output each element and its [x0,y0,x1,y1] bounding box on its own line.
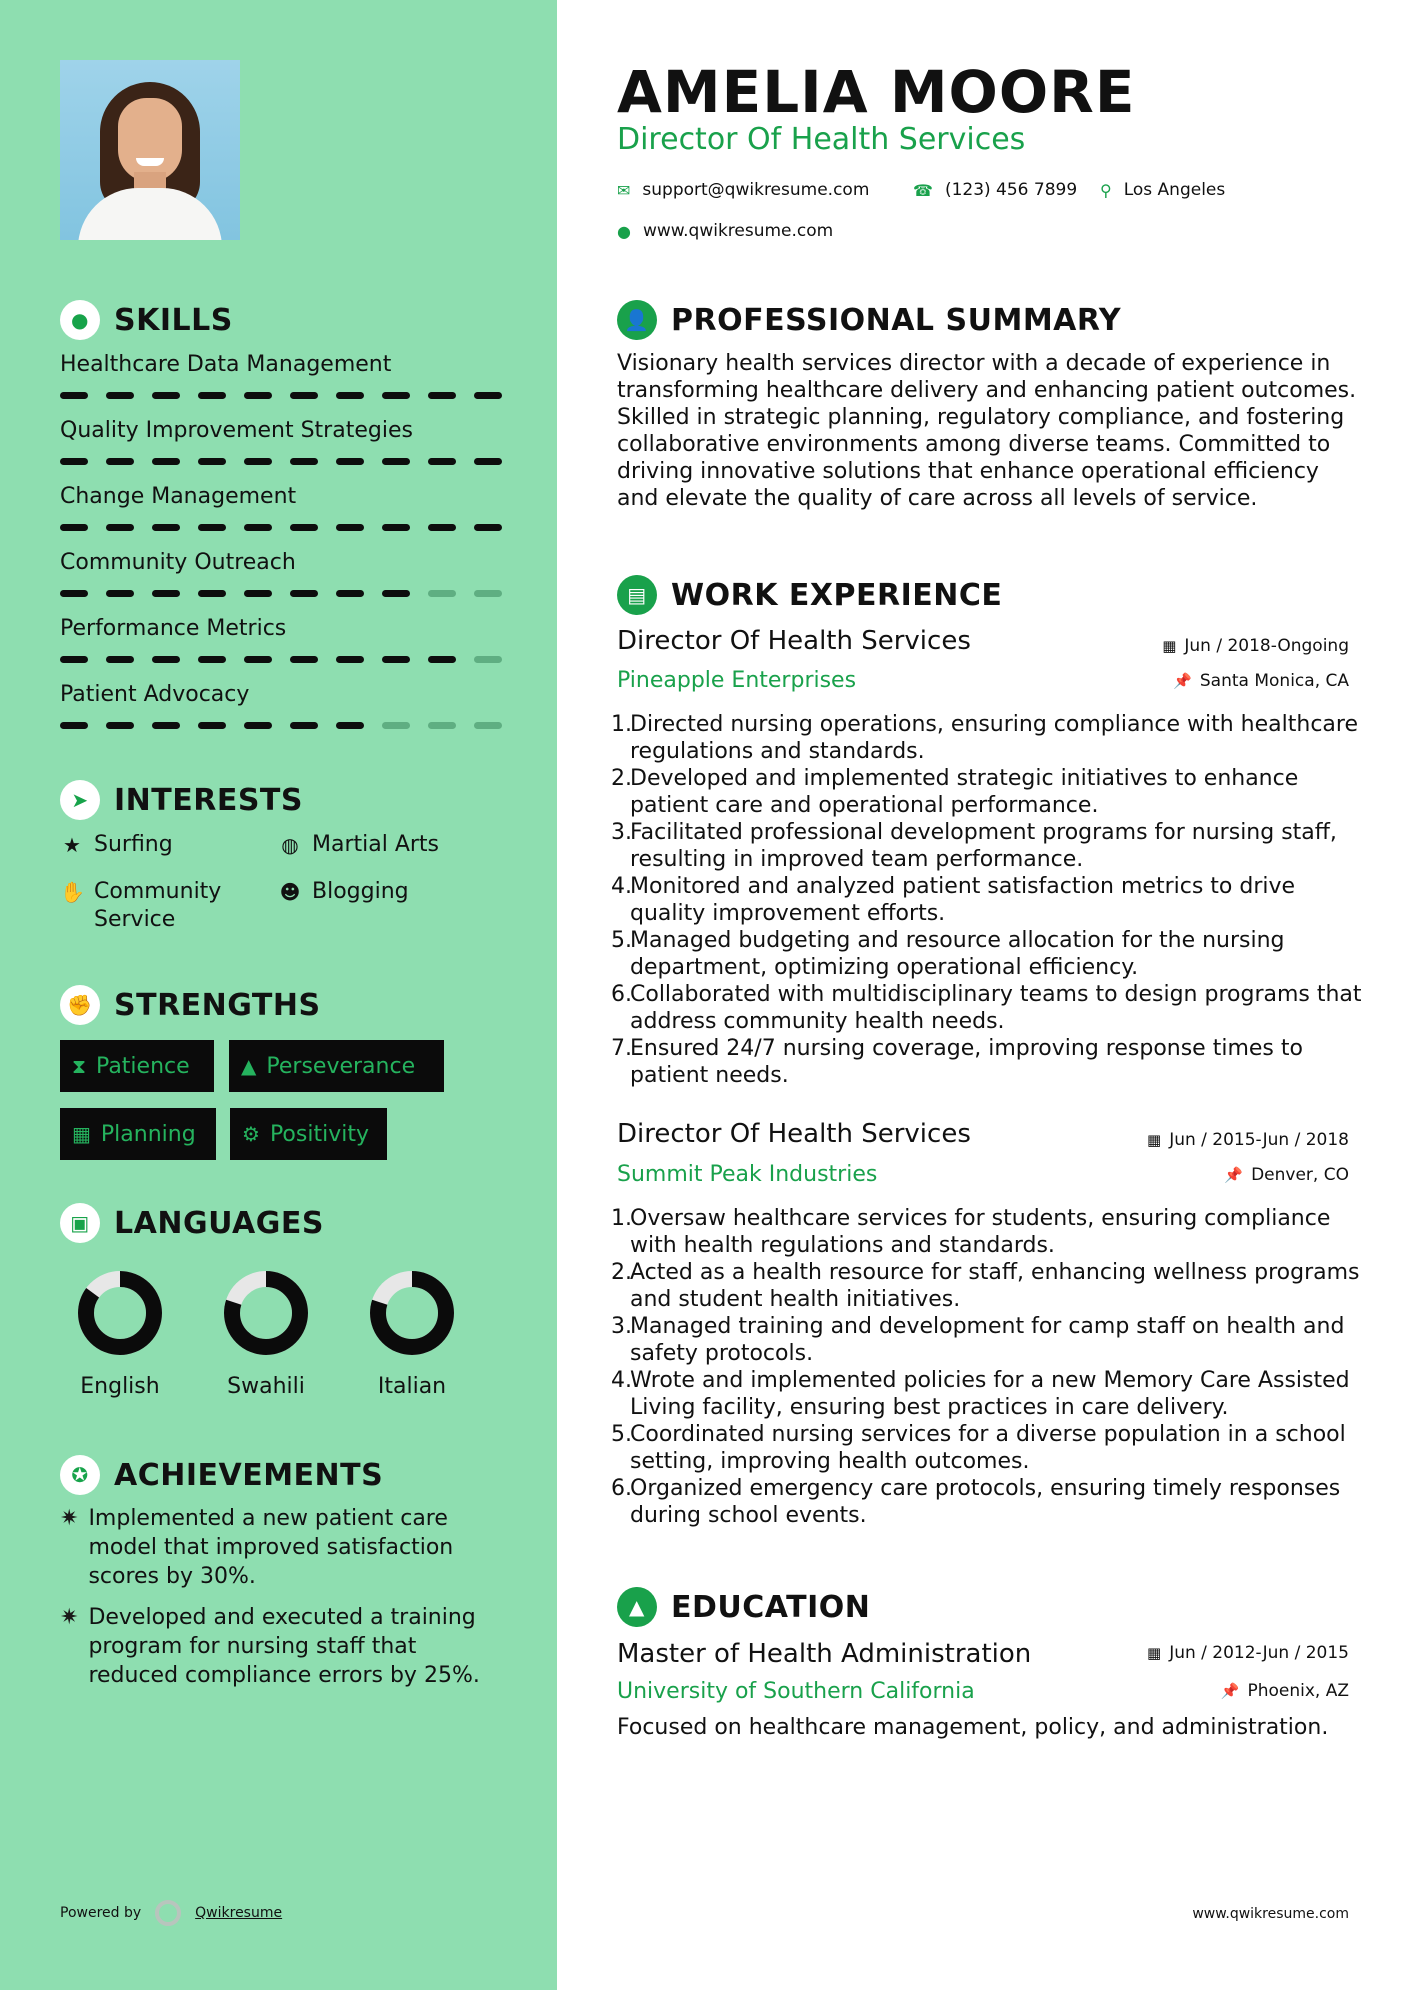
achievements-heading: ✪ ACHIEVEMENTS [60,1455,383,1495]
interest-item: ☻ Blogging [279,879,409,904]
interest-item: ★ Surfing [60,831,173,859]
job-dates: ▦ Jun / 2018-Ongoing [1162,636,1349,656]
education-dates: ▦ Jun / 2012-Jun / 2015 [1147,1643,1349,1663]
job-responsibilities [611,1205,1377,1529]
summary-text: Visionary health services director with a decade of experience in transforming healthcare delivery and enhancing patient outcomes. Skilled in strategic planning, regulatory compliance, and fostering collaborative environments among diverse teams. Committed to driving innovative solutions that enhance operational efficiency and elevate the quality of care across all levels of service. [617,351,1357,511]
calendar-icon: ▦ [1162,637,1177,655]
rating-dot [474,458,502,465]
rating-dot [336,524,364,531]
skill-rating [60,524,502,531]
skill-name: Healthcare Data Management [60,352,392,377]
languages-heading: ▣ LANGUAGES [60,1203,324,1243]
website-contact[interactable]: ● www.qwikresume.com [617,221,834,241]
responsibility-item: 2. Acted as a health resource for staff, enhancing wellness programs and student health initiatives. [611,1260,1360,1312]
fist-icon: ✊ [60,985,100,1025]
responsibility-item: 3. Facilitated professional development programs for nursing staff, resulting in improved team performance. [611,820,1337,872]
rating-dot [106,722,134,729]
rating-dot [382,392,410,399]
skill-rating [60,722,502,729]
language-name: Swahili [227,1374,305,1399]
hourglass-icon: ⧗ [72,1054,87,1078]
skill-item [60,484,500,509]
pushpin-icon: 📌 [1220,1682,1240,1700]
rating-dot [244,524,272,531]
skill-name: Community Outreach [60,550,296,575]
achievement-item: ✷ Implemented a new patient care model that improved satisfaction scores by 30%. [60,1506,454,1589]
calendar-icon: ▦ [1147,1644,1162,1662]
powered-by: Powered by Qwikresume [60,1900,282,1926]
job-title: Director Of Health Services [617,626,971,656]
strength-badge: ▲ Perseverance [229,1040,444,1092]
school-name: University of Southern California [617,1679,975,1704]
rating-dot [382,590,410,597]
rating-dot [336,458,364,465]
rating-dot [336,590,364,597]
lightbulb-icon: ● [60,300,100,340]
skill-item [60,550,500,575]
rating-dot [290,656,318,663]
skill-rating [60,590,502,597]
responsibility-item: 6. Organized emergency care protocols, ensuring timely responses during school events. [611,1476,1341,1528]
language-proficiency-ring [77,1270,163,1356]
calendar-icon: ▦ [72,1122,91,1146]
rating-dot [106,524,134,531]
rating-dot [198,590,226,597]
email-contact[interactable]: ✉ support@qwikresume.com [617,180,870,200]
rating-dot [106,656,134,663]
rating-dot [336,722,364,729]
job-location: 📌 Denver, CO [1224,1165,1349,1185]
rating-dot [198,722,226,729]
rating-dot [244,722,272,729]
responsibility-item: 2. Developed and implemented strategic initiatives to enhance patient care and operational performance. [611,766,1299,818]
language-proficiency-ring [223,1270,309,1356]
language-item [362,1270,462,1399]
rating-dot [382,458,410,465]
rating-dot [60,590,88,597]
job-title: Director Of Health Services [617,1119,971,1149]
candidate-role: Director Of Health Services [617,122,1026,157]
education-location: 📌 Phoenix, AZ [1220,1681,1349,1701]
qwikresume-logo-icon [155,1900,181,1926]
rating-dot [198,656,226,663]
rating-dot [382,656,410,663]
skill-rating [60,656,502,663]
road-icon: ▲ [241,1054,257,1078]
phone-icon: ☎ [913,180,933,200]
rating-dot [152,458,180,465]
globe-icon: ◍ [281,833,299,857]
hand-icon: ✋ [60,880,85,904]
rating-dot [428,392,456,399]
qwikresume-link[interactable]: Qwikresume [195,1905,283,1921]
skill-item [60,352,500,377]
rating-dot [198,524,226,531]
rating-dot [106,392,134,399]
rating-dot [290,392,318,399]
rating-dot [60,392,88,399]
users-icon: ☻ [279,880,301,904]
education-heading: ▲ EDUCATION [617,1587,870,1627]
rating-dot [428,722,456,729]
main-content [557,0,1407,1990]
skill-item [60,418,500,443]
rating-dot [152,392,180,399]
responsibility-item: 7. Ensured 24/7 nursing coverage, improving response times to patient needs. [611,1036,1303,1088]
envelope-icon: ✉ [617,180,631,200]
map-marker-icon: ⚲ [1100,180,1112,200]
skill-item [60,616,500,641]
job-responsibilities [611,711,1377,1089]
skill-name: Patient Advocacy [60,682,250,707]
language-name: English [80,1374,160,1399]
interests-heading: ➤ INTERESTS [60,780,303,820]
responsibility-item: 6. Collaborated with multidisciplinary teams to design programs that address community health needs. [611,982,1362,1034]
footer-url[interactable]: www.qwikresume.com [1192,1906,1349,1922]
rating-dot [428,590,456,597]
rating-dot [428,458,456,465]
candidate-name: AMELIA MOORE [617,58,1136,126]
rating-dot [106,458,134,465]
rating-dot [152,524,180,531]
rating-dot [428,656,456,663]
user-icon: 👤 [617,300,657,340]
star-icon: ★ [63,833,81,857]
rating-dot [152,722,180,729]
graduation-icon: ▲ [617,1587,657,1627]
rating-dot [382,722,410,729]
job-company: Summit Peak Industries [617,1162,878,1187]
shooting-star-icon: ✷ [60,1605,79,1630]
job-location: 📌 Santa Monica, CA [1173,671,1349,691]
shooting-star-icon: ✷ [60,1506,79,1531]
rating-dot [244,590,272,597]
rating-dot [152,656,180,663]
rating-dot [106,590,134,597]
rating-dot [290,524,318,531]
rating-dot [382,524,410,531]
language-item [216,1270,316,1399]
strength-badge: ⧗ Patience [60,1040,214,1092]
skill-rating [60,392,502,399]
rating-dot [152,590,180,597]
language-icon: ▣ [60,1203,100,1243]
job-company: Pineapple Enterprises [617,668,857,693]
strength-badge: ▦ Planning [60,1108,216,1160]
gear-icon: ⚙ [242,1122,260,1146]
achievement-item: ✷ Developed and executed a training program for nursing staff that reduced compliance errors by 25%. [60,1605,480,1688]
pushpin-icon: 📌 [1173,672,1192,690]
rating-dot [198,392,226,399]
experience-heading: ▤ WORK EXPERIENCE [617,575,1002,615]
rating-dot [428,524,456,531]
rating-dot [290,590,318,597]
responsibility-item: 3. Managed training and development for camp staff on health and safety protocols. [611,1314,1345,1366]
rating-dot [244,392,272,399]
rating-dot [244,656,272,663]
rating-dot [474,590,502,597]
skills-heading: ● SKILLS [60,300,233,340]
skill-item [60,682,500,707]
skill-rating [60,458,502,465]
paper-plane-icon: ➤ [60,780,100,820]
rating-dot [60,524,88,531]
rating-dot [336,392,364,399]
summary-heading: 👤 PROFESSIONAL SUMMARY [617,300,1121,340]
responsibility-item: 5. Coordinated nursing services for a diverse population in a school setting, improving health outcomes. [611,1422,1346,1474]
rating-dot [60,656,88,663]
responsibility-item: 1. Directed nursing operations, ensuring compliance with healthcare regulations and standards. [611,712,1358,764]
language-item [70,1270,170,1399]
skill-name: Quality Improvement Strategies [60,418,413,443]
education-description: Focused on healthcare management, policy, and administration. [617,1715,1329,1740]
strength-badge: ⚙ Positivity [230,1108,387,1160]
responsibility-item: 4. Monitored and analyzed patient satisfaction metrics to drive quality improvement efforts. [611,874,1296,926]
location-contact: ⚲ Los Angeles [1100,180,1226,200]
interest-item: ◍ Martial Arts [278,831,439,859]
rating-dot [474,656,502,663]
phone-contact[interactable]: ☎ (123) 456 7899 [913,180,1078,200]
pushpin-icon: 📌 [1224,1166,1244,1184]
interest-item: ✋ Community Service [60,879,222,932]
responsibility-item: 4. Wrote and implemented policies for a new Memory Care Assisted Living facility, ensuring best practices in care delivery. [611,1368,1350,1420]
responsibility-item: 1. Oversaw healthcare services for students, ensuring compliance with health regulations and standards. [611,1206,1331,1258]
rating-dot [290,722,318,729]
sidebar [0,0,557,1990]
profile-photo [60,60,240,240]
rating-dot [244,458,272,465]
skill-name: Performance Metrics [60,616,287,641]
calendar-icon: ▦ [1147,1131,1162,1149]
responsibility-item: 5. Managed budgeting and resource allocation for the nursing department, optimizing operational efficiency. [611,928,1285,980]
rating-dot [474,722,502,729]
rating-dot [336,656,364,663]
briefcase-icon: ▤ [617,575,657,615]
rating-dot [198,458,226,465]
rating-dot [60,722,88,729]
strengths-heading: ✊ STRENGTHS [60,985,321,1025]
rating-dot [474,524,502,531]
star-badge-icon: ✪ [60,1455,100,1495]
job-dates: ▦ Jun / 2015-Jun / 2018 [1147,1130,1349,1150]
rating-dot [60,458,88,465]
language-proficiency-ring [369,1270,455,1356]
rating-dot [290,458,318,465]
rating-dot [474,392,502,399]
skill-name: Change Management [60,484,297,509]
degree-title: Master of Health Administration [617,1639,1032,1669]
language-name: Italian [377,1374,447,1399]
globe-icon: ● [617,221,631,241]
